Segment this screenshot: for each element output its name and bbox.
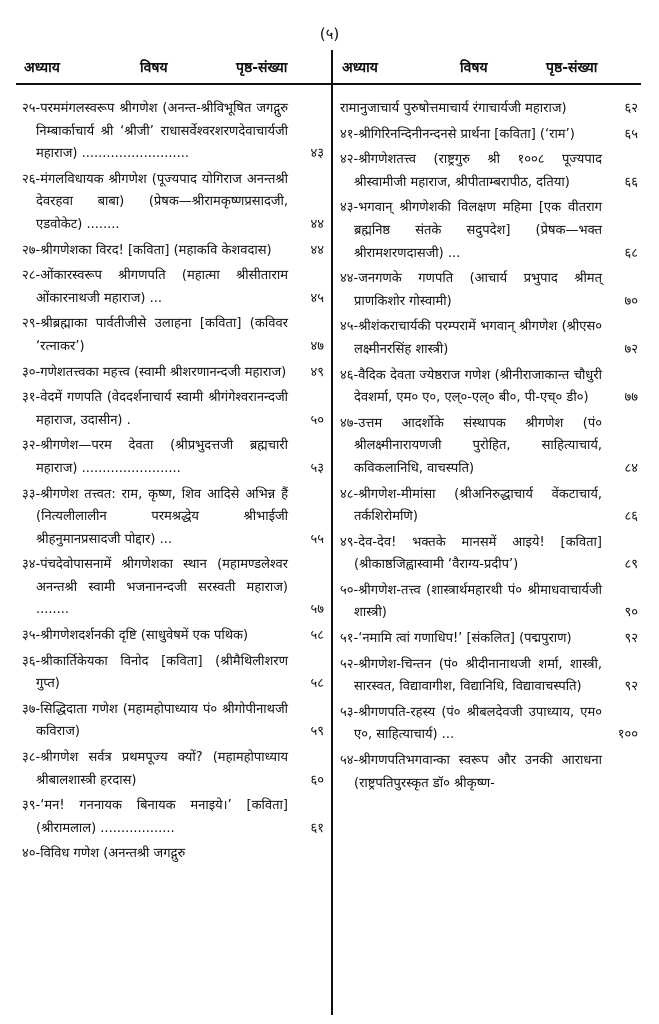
entry-title: रामानुजाचार्य पुरुषोत्तमाचार्य रंगाचार्यजी महाराज): [340, 101, 567, 116]
entry-title: ३६-श्रीकार्तिकेयका विनोद [कविता] (श्रीमैथिलीशरण गुप्त): [22, 653, 288, 692]
entry-title: ५१-‘नमामि त्वां गणाधिप!’ [संकलित] (पद्मपुराण): [340, 631, 572, 647]
contents-column-right: [340, 98, 638, 798]
contents-entry: [340, 628, 638, 651]
contents-entry: [340, 98, 638, 121]
entry-page-number: ७०: [624, 293, 638, 309]
contents-column-left: [22, 98, 324, 869]
entry-page-number: ५९: [310, 724, 324, 740]
entry-page-number: ५८: [310, 628, 324, 644]
entry-title: ४१-श्रीगिरिनन्दिनीनन्दनसे प्रार्थना [कविता] (‘राम’): [340, 126, 575, 142]
contents-entry: [340, 532, 638, 577]
contents-entry: [340, 702, 638, 747]
entry-title: ४५-श्रीशंकराचार्यकी परम्परामें भगवान् श्रीगणेश (श्रीएस० लक्ष्मीनरसिंह शास्त्री): [340, 319, 602, 357]
contents-entry: [22, 98, 324, 166]
header-rule: [16, 83, 641, 85]
contents-entry: [22, 265, 324, 310]
entry-page-number: ६०: [310, 772, 324, 788]
entry-title: ४७-उत्तम आदर्शोके संस्थापक श्रीगणेश (पं० श्रीलक्ष्मीनारायणजी पुरोहित, साहित्याचार्य, कविकलानिधि, वाचस्पति): [340, 415, 602, 476]
contents-entry: [22, 313, 324, 358]
entry-page-number: ७२: [624, 341, 638, 357]
entry-title: ४९-देव-देव! भक्तके मानसमें आइये! [कविता] (श्रीकाष्ठजिह्वास्वामी ‘वैराग्य-प्रदीप’): [340, 534, 602, 573]
entry-page-number: ९०: [624, 605, 638, 621]
entry-page-number: ६६: [624, 174, 638, 190]
entry-page-number: ४७: [310, 338, 324, 354]
entry-page-number: ९२: [624, 679, 638, 695]
header-subject: विषय: [140, 60, 168, 76]
contents-entry: [22, 843, 324, 866]
entry-page-number: ८४: [624, 460, 638, 476]
contents-entry: [22, 169, 324, 237]
entry-page-number: ५५: [310, 531, 324, 547]
contents-entry: [22, 240, 324, 263]
entry-page-number: ४४: [310, 216, 324, 232]
contents-entry: [340, 580, 638, 625]
entry-title: ५३-श्रीगणपति-रहस्य (पं० श्रीबलदेवजी उपाध्याय, एम० ए०, साहित्याचार्य) ...: [340, 704, 602, 743]
entry-page-number: १००: [617, 727, 638, 743]
entry-page-number: ६१: [310, 820, 324, 836]
entry-page-number: ८९: [624, 557, 638, 573]
entry-title: ४८-श्रीगणेश-मीमांसा (श्रीअनिरुद्धाचार्य वेंकटाचार्य, तर्कशिरोमणि): [340, 486, 602, 525]
entry-title: २८-ओंकारस्वरूप श्रीगणपति (महात्मा श्रीसीताराम ओंकारनाथजी महाराज) ...: [22, 268, 288, 306]
column-divider: [331, 50, 333, 1015]
entry-title: ४३-भगवान् श्रीगणेशकी विलक्षण महिमा [एक वीतराग ब्रह्मनिष्ठ संतके सदुपदेश] (प्रेषक—भक्त श्रीरामशरणदासजी) ...: [340, 200, 602, 261]
header-subject: विषय: [460, 60, 488, 76]
entry-page-number: ५८: [310, 676, 324, 692]
contents-entry: [22, 484, 324, 552]
contents-entry: [340, 654, 638, 699]
entry-page-number: ६२: [624, 101, 638, 116]
entry-title: २५-परममंगलस्वरूप श्रीगणेश (अनन्त-श्रीविभूषित जगद्गुरु निम्बार्काचार्य श्री ‘श्रीजी’ राधासर्वेश्वरशरणदेवाचार्यजी महाराज) ..........................: [22, 101, 288, 162]
entry-page-number: ६८: [624, 245, 638, 261]
entry-title: ३९-‘मन! गननायक बिनायक मनाइये।’ [कविता] (श्रीरामलाल) ..................: [22, 798, 288, 836]
entry-title: ३२-श्रीगणेश—परम देवता (श्रीप्रभुदत्तजी ब्रह्मचारी महाराज) ........................: [22, 438, 288, 476]
entry-title: ५२-श्रीगणेश-चिन्तन (पं० श्रीदीनानाथजी शर्मा, शास्त्री, सारस्वत, विद्यावागीश, विद्यानिधि, विद्यावाचस्पति): [340, 656, 602, 695]
entry-title: ४४-जनगणके गणपति (आचार्य प्रभुपाद श्रीमत् प्राणकिशोर गोस्वामी): [340, 271, 602, 309]
contents-entry: [340, 365, 638, 410]
contents-entry: [22, 747, 324, 792]
contents-entry: [22, 795, 324, 840]
contents-entry: [340, 316, 638, 361]
contents-entry: [22, 554, 324, 622]
page-number: (५): [319, 25, 340, 43]
contents-entry: [22, 699, 324, 744]
contents-entry: [340, 124, 638, 147]
entry-title: ४०-विविध गणेश (अनन्तश्री जगद्गुरु: [22, 846, 186, 862]
contents-entry: [22, 362, 324, 385]
entry-page-number: ८६: [624, 509, 638, 525]
entry-page-number: ६५: [624, 126, 638, 142]
entry-title: २७-श्रीगणेशका विरद! [कविता] (महाकवि केशवदास): [22, 242, 272, 258]
entry-page-number: ४४: [310, 242, 324, 258]
contents-entry: [340, 413, 638, 481]
entry-title: ५०-श्रीगणेश-तत्त्व (शास्त्रार्थमहारथी पं० श्रीमाधवाचार्यजी शास्त्री): [340, 582, 602, 621]
contents-entry: [340, 750, 638, 795]
entry-title: ३८-श्रीगणेश सर्वत्र प्रथमपूज्य क्यों? (महामहोपाध्याय श्रीबालशास्त्री हरदास): [22, 750, 288, 788]
entry-title: ५४-श्रीगणपतिभगवान्का स्वरूप और उनकी आराधना (राष्ट्रपतिपुरस्कृत डॉ० श्रीकृष्ण-: [340, 753, 602, 791]
entry-title: ३३-श्रीगणेश तत्त्वत: राम, कृष्ण, शिव आदिसे अभिन्न हैं (नित्यलीलालीन परमश्रद्धेय श्रीभाईजी श्रीहनुमानप्रसादजी पोद्दार) ...: [22, 486, 288, 547]
entry-page-number: ४५: [310, 290, 324, 306]
entry-title: २६-मंगलविधायक श्रीगणेश (पूज्यपाद योगिराज अनन्तश्री देवरहवा बाबा) (प्रेषक—श्रीरामकृष्णप्रसादजी, एडवोकेट) ........: [22, 171, 288, 232]
contents-entry: [340, 268, 638, 313]
entry-title: ३१-वेदमें गणपति (वेददर्शनाचार्य स्वामी श्रीगंगेश्वरानन्दजी महाराज, उदासीन) .: [22, 390, 288, 428]
entry-page-number: ५७: [310, 602, 324, 618]
contents-entry: [22, 435, 324, 480]
header-chapter: अध्याय: [24, 60, 60, 76]
header-page: पृष्ठ-संख्या: [546, 60, 598, 76]
contents-entry: [22, 651, 324, 696]
entry-title: २९-श्रीब्रह्माका पार्वतीजीसे उलाहना [कविता] (कविवर ‘रत्नाकर’): [22, 316, 288, 354]
entry-page-number: ४३: [310, 146, 324, 162]
entry-page-number: ९२: [624, 631, 638, 647]
header-chapter: अध्याय: [342, 60, 378, 76]
entry-title: ३४-पंचदेवोपासनामें श्रीगणेशका स्थान (महामण्डलेश्वर अनन्तश्री स्वामी भजनानन्दजी सरस्वती महाराज) ........: [22, 557, 288, 618]
contents-entry: [340, 197, 638, 265]
contents-entry: [340, 484, 638, 529]
contents-entry: [22, 387, 324, 432]
entry-page-number: ५०: [310, 412, 324, 428]
entry-page-number: ४९: [310, 364, 324, 380]
entry-page-number: ५३: [310, 460, 324, 476]
entry-title: ३७-सिद्धिदाता गणेश (महामहोपाध्याय पं० श्रीगोपीनाथजी कविराज): [22, 701, 288, 740]
entry-page-number: ७७: [624, 390, 638, 406]
entry-title: ४२-श्रीगणेशतत्त्व (राष्ट्रगुरु श्री १००८ पूज्यपाद श्रीस्वामीजी महाराज, श्रीपीताम्बरापीठ, दतिया): [340, 152, 602, 190]
entry-title: ३०-गणेशतत्त्वका महत्त्व (स्वामी श्रीशरणानन्दजी महाराज): [22, 364, 287, 380]
entry-title: ३५-श्रीगणेशदर्शनकी दृष्टि (साधुवेषमें एक पथिक): [22, 628, 249, 644]
entry-title: ४६-वैदिक देवता ज्येष्ठराज गणेश (श्रीनीराजाकान्त चौधुरी देवशर्मा, एम० ए०, एल्०-एल्० बी०, पी-एच्० डी०): [340, 367, 602, 406]
contents-entry: [340, 149, 638, 194]
contents-entry: [22, 625, 324, 648]
header-page: पृष्ठ-संख्या: [236, 60, 288, 76]
